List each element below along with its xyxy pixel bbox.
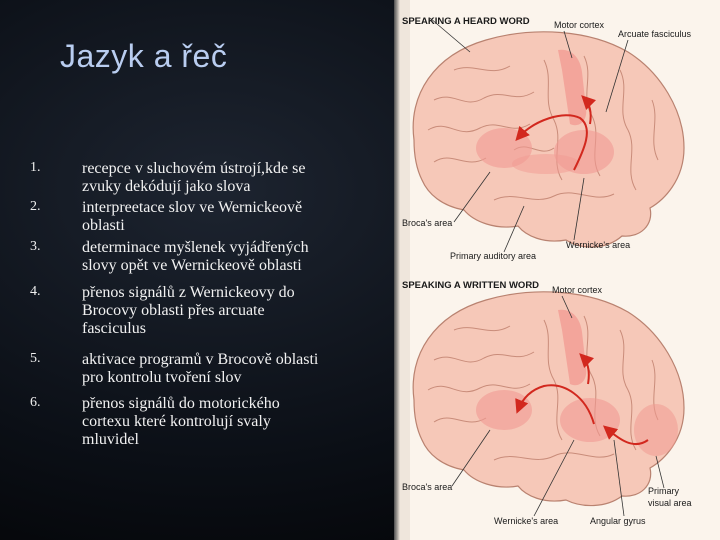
label-motor-cortex: Motor cortex — [554, 20, 605, 30]
item-number: 4. — [30, 284, 41, 299]
brain-illustration-bottom — [413, 292, 684, 506]
list-item: 4. přenos signálů z Wernickeovy do Brocovy oblasti přes arcuate fasciculus — [30, 284, 295, 337]
label-primary-visual-area-1: Primary — [648, 486, 679, 496]
label-motor-cortex-2: Motor cortex — [552, 285, 603, 295]
item-number: 6. — [30, 395, 41, 410]
list-item: 6. přenos signálů do motorického cortexu které kontrolují svaly mluvidel — [30, 395, 280, 448]
item-number: 1. — [30, 160, 41, 175]
item-number: 5. — [30, 351, 41, 366]
heading-heard-word: SPEAKING A HEARD WORD — [402, 16, 530, 27]
label-wernickes-area-2: Wernicke's area — [494, 516, 559, 526]
slide-title: Jazyk a řeč — [60, 38, 228, 74]
list-item: 1. recepce v sluchovém ústrojí,kde se zvuky dekódují jako slova — [30, 160, 306, 195]
label-brocas-area-2: Broca's area — [402, 482, 453, 492]
list-item: 2. interpreetace slov ve Wernickeově oblasti — [30, 199, 303, 234]
label-brocas-area: Broca's area — [402, 218, 453, 228]
list-item: 3. determinace myšlenek vyjádřených slovy opět ve Wernickeově oblasti — [30, 239, 309, 274]
heading-written-word: SPEAKING A WRITTEN WORD — [402, 280, 540, 291]
list-item: 5. aktivace programů v Brocově oblasti pro kontrolu tvoření slov — [30, 351, 319, 386]
label-primary-visual-area-2: visual area — [648, 498, 692, 508]
brain-illustration-top — [413, 32, 684, 247]
brain-figure — [394, 0, 720, 540]
item-number: 2. — [30, 199, 41, 214]
label-arcuate-fasciculus: Arcuate fasciculus — [618, 29, 692, 39]
steps-list — [30, 160, 390, 449]
label-primary-auditory-area: Primary auditory area — [450, 251, 537, 261]
label-angular-gyrus: Angular gyrus — [590, 516, 646, 526]
label-wernickes-area: Wernicke's area — [566, 240, 631, 250]
item-number: 3. — [30, 239, 41, 254]
